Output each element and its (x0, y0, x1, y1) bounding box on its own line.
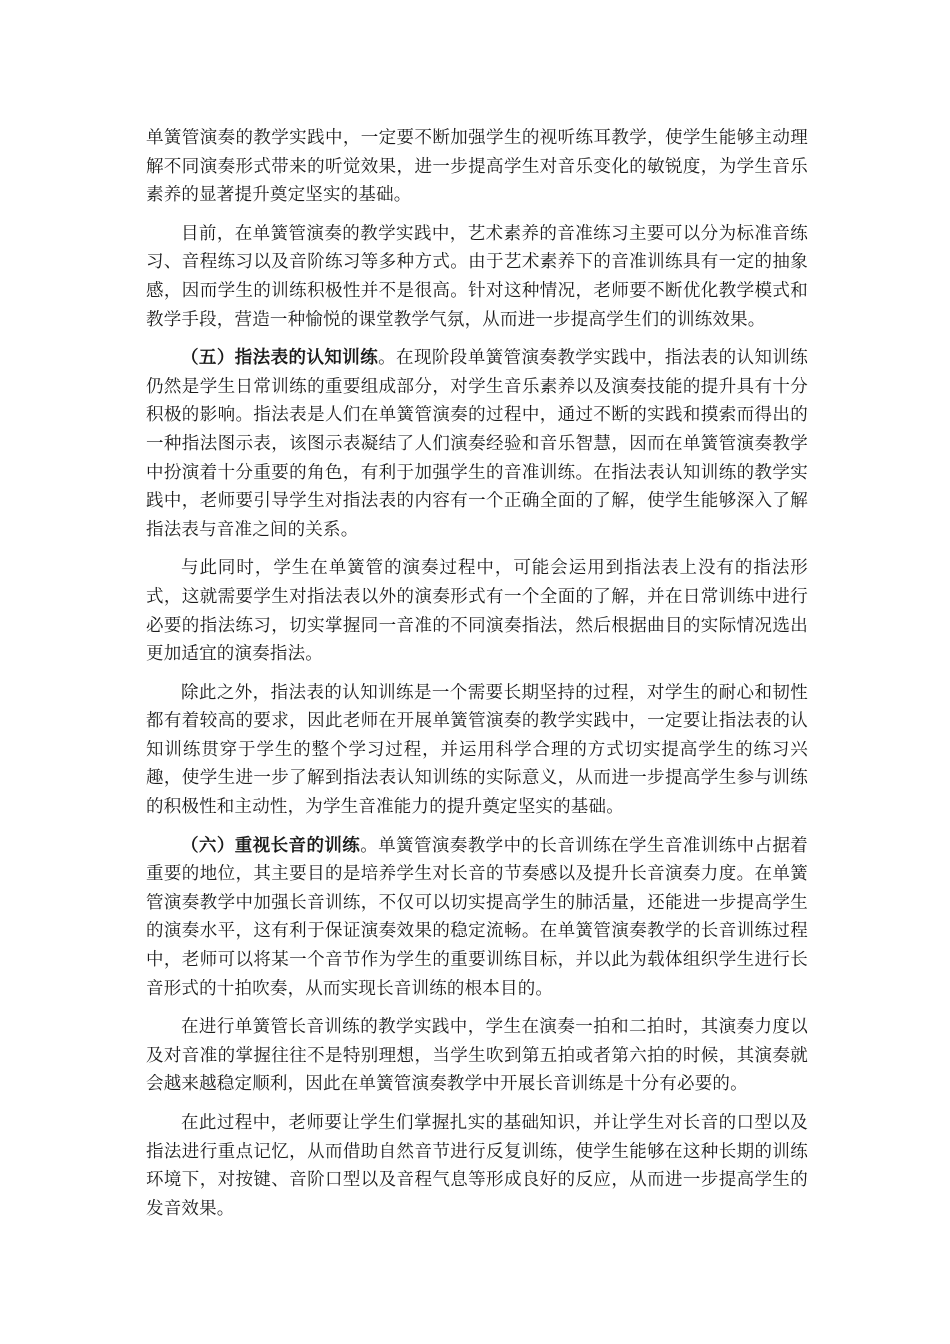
paragraph-5 (146, 679, 808, 822)
paragraph-2 (146, 220, 808, 334)
document-body (146, 124, 808, 1233)
paragraph-1 (146, 124, 808, 210)
paragraph-7-text: 在进行单簧管长音训练的教学实践中，学生在演奏一拍和二拍时，其演奏力度以及对音准的掌握往往不是特别理想，当学生吹到第五拍或者第六拍的时候，其演奏就会越来越稳定顺利，因此在单簧管演奏教学中开展长音训练是十分有必要的。 (146, 1017, 808, 1095)
paragraph-8-text: 在此过程中，老师要让学生们掌握扎实的基础知识，并让学生对长音的口型以及指法进行重点记忆，从而借助自然音节进行反复训练，使学生能够在这种长期的训练环境下，对按键、音阶口型以及音程气息等形成良好的反应，从而进一步提高学生的发音效果。 (146, 1113, 808, 1219)
paragraph-2-text: 目前，在单簧管演奏的教学实践中，艺术素养的音准练习主要可以分为标准音练习、音程练习以及音阶练习等多种方式。由于艺术素养下的音准训练具有一定的抽象感，因而学生的训练积极性并不是很高。针对这种情况，老师要不断优化教学模式和教学手段，营造一种愉悦的课堂教学气氛，从而进一步提高学生们的训练效果。 (146, 223, 808, 330)
paragraph-4 (146, 554, 808, 668)
paragraph-8 (146, 1109, 808, 1223)
section-six (146, 832, 808, 1004)
paragraph-1-text: 单簧管演奏的教学实践中，一定要不断加强学生的视听练耳教学，使学生能够主动理解不同演奏形式带来的听觉效果，进一步提高学生对音乐变化的敏锐度，为学生音乐素养的显著提升奠定坚实的基础。 (146, 128, 808, 206)
section-five-heading: （五）指法表的认知训练 (181, 348, 379, 369)
section-five-text: 。在现阶段单簧管演奏教学实践中，指法表的认知训练仍然是学生日常训练的重要组成部分，对学生音乐素养以及演奏技能的提升具有十分积极的影响。指法表是人们在单簧管演奏的过程中，通过不断的实践和摸索而得出的一种指法图示表，该图示表凝结了人们演奏经验和音乐智慧，因而在单簧管演奏教学中扮演着十分重要的角色，有利于加强学生的音准训练。在指法表认知训练的教学实践中，老师要引导学生对指法表的内容有一个正确全面的了解，使学生能够深入了解指法表与音准之间的关系。 (146, 348, 808, 540)
section-five (146, 344, 808, 544)
paragraph-4-text: 与此同时，学生在单簧管的演奏过程中，可能会运用到指法表上没有的指法形式，这就需要学生对指法表以外的演奏形式有一个全面的了解，并在日常训练中进行必要的指法练习，切实掌握同一音准的不同演奏指法，然后根据曲目的实际情况选出更加适宜的演奏指法。 (146, 558, 808, 665)
paragraph-5-text: 除此之外，指法表的认知训练是一个需要长期坚持的过程，对学生的耐心和韧性都有着较高的要求，因此老师在开展单簧管演奏的教学实践中，一定要让指法表的认知训练贯穿于学生的整个学习过程，并运用科学合理的方式切实提高学生的练习兴趣，使学生进一步了解到指法表认知训练的实际意义，从而进一步提高学生参与训练的积极性和主动性，为学生音准能力的提升奠定坚实的基础。 (146, 682, 808, 818)
section-six-heading: （六）重视长音的训练 (181, 835, 361, 856)
section-six-text: 。单簧管演奏教学中的长音训练在学生音准训练中占据着重要的地位，其主要目的是培养学生对长音的节奏感以及提升长音演奏力度。在单簧管演奏教学中加强长音训练，不仅可以切实提高学生的肺活量，还能进一步提高学生的演奏水平，这有利于保证演奏效果的稳定流畅。在单簧管演奏教学的长音训练过程中，老师可以将某一个音节作为学生的重要训练目标，并以此为载体组织学生进行长音形式的十拍吹奏，从而实现长音训练的根本目的。 (146, 835, 809, 999)
paragraph-7 (146, 1013, 808, 1099)
